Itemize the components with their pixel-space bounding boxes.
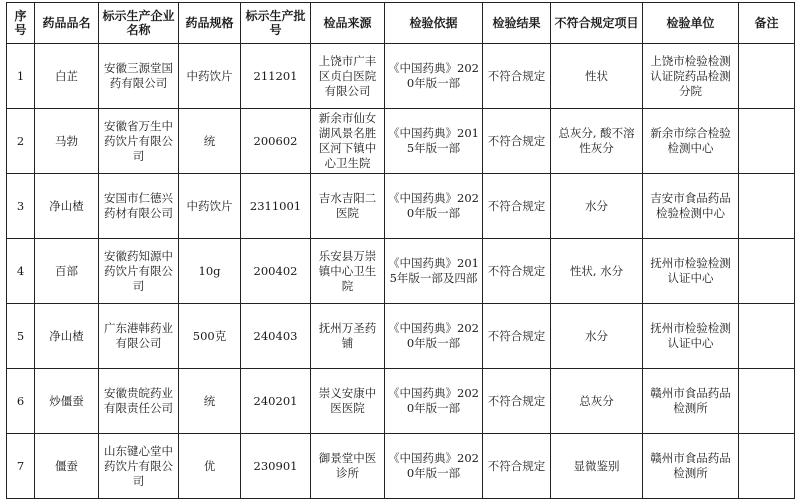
header-remarks: 备注 bbox=[739, 3, 795, 44]
cell-sample-source: 乐安县万崇镇中心卫生院 bbox=[311, 239, 385, 304]
cell-testing-unit: 抚州市检验检测认证中心 bbox=[643, 304, 739, 369]
header-row bbox=[7, 3, 795, 44]
cell-specification: 中药饮片 bbox=[179, 174, 241, 239]
cell-specification: 中药饮片 bbox=[179, 44, 241, 109]
cell-batch-number: 230901 bbox=[241, 434, 311, 499]
cell-test-basis: 《中国药典》2020年版一部 bbox=[385, 304, 483, 369]
table-row bbox=[7, 109, 795, 174]
cell-remarks bbox=[739, 239, 795, 304]
cell-sample-source: 吉水吉阳二医院 bbox=[311, 174, 385, 239]
cell-manufacturer: 安徽药知源中药饮片有限公司 bbox=[99, 239, 179, 304]
cell-testing-unit: 赣州市食品药品检测所 bbox=[643, 369, 739, 434]
header-drug-name: 药品品名 bbox=[35, 3, 99, 44]
cell-remarks bbox=[739, 174, 795, 239]
cell-index: 2 bbox=[7, 109, 35, 174]
cell-sample-source: 御景堂中医诊所 bbox=[311, 434, 385, 499]
cell-test-result: 不符合规定 bbox=[483, 174, 551, 239]
cell-sample-source: 上饶市广丰区贞白医院有限公司 bbox=[311, 44, 385, 109]
cell-batch-number: 240201 bbox=[241, 369, 311, 434]
table-row bbox=[7, 434, 795, 499]
cell-manufacturer: 安国市仁德兴药材有限公司 bbox=[99, 174, 179, 239]
cell-failed-items: 性状 bbox=[551, 44, 643, 109]
header-specification: 药品规格 bbox=[179, 3, 241, 44]
cell-remarks bbox=[739, 369, 795, 434]
header-test-basis: 检验依据 bbox=[385, 3, 483, 44]
cell-testing-unit: 赣州市食品药品检测所 bbox=[643, 434, 739, 499]
cell-test-basis: 《中国药典》2020年版一部 bbox=[385, 44, 483, 109]
cell-drug-name: 净山楂 bbox=[35, 304, 99, 369]
inspection-results-table bbox=[6, 2, 795, 499]
header-manufacturer: 标示生产企业名称 bbox=[99, 3, 179, 44]
cell-failed-items: 水分 bbox=[551, 174, 643, 239]
cell-drug-name: 净山楂 bbox=[35, 174, 99, 239]
table-row bbox=[7, 369, 795, 434]
cell-specification: 10g bbox=[179, 239, 241, 304]
cell-drug-name: 僵蚕 bbox=[35, 434, 99, 499]
table-row bbox=[7, 304, 795, 369]
cell-specification: 优 bbox=[179, 434, 241, 499]
cell-drug-name: 马勃 bbox=[35, 109, 99, 174]
cell-test-result: 不符合规定 bbox=[483, 304, 551, 369]
cell-batch-number: 200602 bbox=[241, 109, 311, 174]
cell-test-result: 不符合规定 bbox=[483, 44, 551, 109]
cell-specification: 统 bbox=[179, 109, 241, 174]
cell-specification: 统 bbox=[179, 369, 241, 434]
table-row bbox=[7, 174, 795, 239]
cell-index: 6 bbox=[7, 369, 35, 434]
cell-failed-items: 显微鉴别 bbox=[551, 434, 643, 499]
cell-index: 5 bbox=[7, 304, 35, 369]
cell-manufacturer: 安徽贵皖药业有限责任公司 bbox=[99, 369, 179, 434]
cell-failed-items: 总灰分 bbox=[551, 369, 643, 434]
table-row bbox=[7, 239, 795, 304]
cell-test-basis: 《中国药典》2020年版一部 bbox=[385, 369, 483, 434]
cell-batch-number: 211201 bbox=[241, 44, 311, 109]
cell-sample-source: 崇义安康中医医院 bbox=[311, 369, 385, 434]
cell-failed-items: 性状, 水分 bbox=[551, 239, 643, 304]
cell-manufacturer: 安徽省万生中药饮片有限公司 bbox=[99, 109, 179, 174]
cell-manufacturer: 广东港韩药业有限公司 bbox=[99, 304, 179, 369]
cell-batch-number: 200402 bbox=[241, 239, 311, 304]
cell-sample-source: 新余市仙女湖风景名胜区河下镇中心卫生院 bbox=[311, 109, 385, 174]
cell-failed-items: 总灰分, 酸不溶性灰分 bbox=[551, 109, 643, 174]
cell-remarks bbox=[739, 304, 795, 369]
header-failed-items: 不符合规定项目 bbox=[551, 3, 643, 44]
cell-specification: 500克 bbox=[179, 304, 241, 369]
cell-failed-items: 水分 bbox=[551, 304, 643, 369]
cell-drug-name: 百部 bbox=[35, 239, 99, 304]
cell-remarks bbox=[739, 434, 795, 499]
cell-test-result: 不符合规定 bbox=[483, 109, 551, 174]
cell-test-basis: 《中国药典》2015年版一部 bbox=[385, 109, 483, 174]
table-row bbox=[7, 44, 795, 109]
cell-testing-unit: 吉安市食品药品检验检测中心 bbox=[643, 174, 739, 239]
cell-index: 1 bbox=[7, 44, 35, 109]
cell-sample-source: 抚州万圣药铺 bbox=[311, 304, 385, 369]
cell-drug-name: 白芷 bbox=[35, 44, 99, 109]
cell-testing-unit: 上饶市检验检测认证院药品检测分院 bbox=[643, 44, 739, 109]
cell-index: 3 bbox=[7, 174, 35, 239]
cell-test-basis: 《中国药典》2020年版一部 bbox=[385, 434, 483, 499]
cell-manufacturer: 安徽三源堂国药有限公司 bbox=[99, 44, 179, 109]
cell-test-basis: 《中国药典》2020年版一部 bbox=[385, 174, 483, 239]
cell-drug-name: 炒僵蚕 bbox=[35, 369, 99, 434]
cell-batch-number: 240403 bbox=[241, 304, 311, 369]
cell-test-basis: 《中国药典》2015年版一部及四部 bbox=[385, 239, 483, 304]
cell-index: 7 bbox=[7, 434, 35, 499]
cell-remarks bbox=[739, 109, 795, 174]
cell-remarks bbox=[739, 44, 795, 109]
cell-test-result: 不符合规定 bbox=[483, 434, 551, 499]
header-testing-unit: 检验单位 bbox=[643, 3, 739, 44]
table-body bbox=[7, 44, 795, 499]
cell-batch-number: 2311001 bbox=[241, 174, 311, 239]
header-test-result: 检验结果 bbox=[483, 3, 551, 44]
cell-testing-unit: 新余市综合检验检测中心 bbox=[643, 109, 739, 174]
cell-index: 4 bbox=[7, 239, 35, 304]
header-sample-source: 检品来源 bbox=[311, 3, 385, 44]
cell-test-result: 不符合规定 bbox=[483, 239, 551, 304]
cell-manufacturer: 山东键心堂中药饮片有限公司 bbox=[99, 434, 179, 499]
header-index: 序号 bbox=[7, 3, 35, 44]
header-batch-number: 标示生产批号 bbox=[241, 3, 311, 44]
cell-test-result: 不符合规定 bbox=[483, 369, 551, 434]
cell-testing-unit: 抚州市检验检测认证中心 bbox=[643, 239, 739, 304]
